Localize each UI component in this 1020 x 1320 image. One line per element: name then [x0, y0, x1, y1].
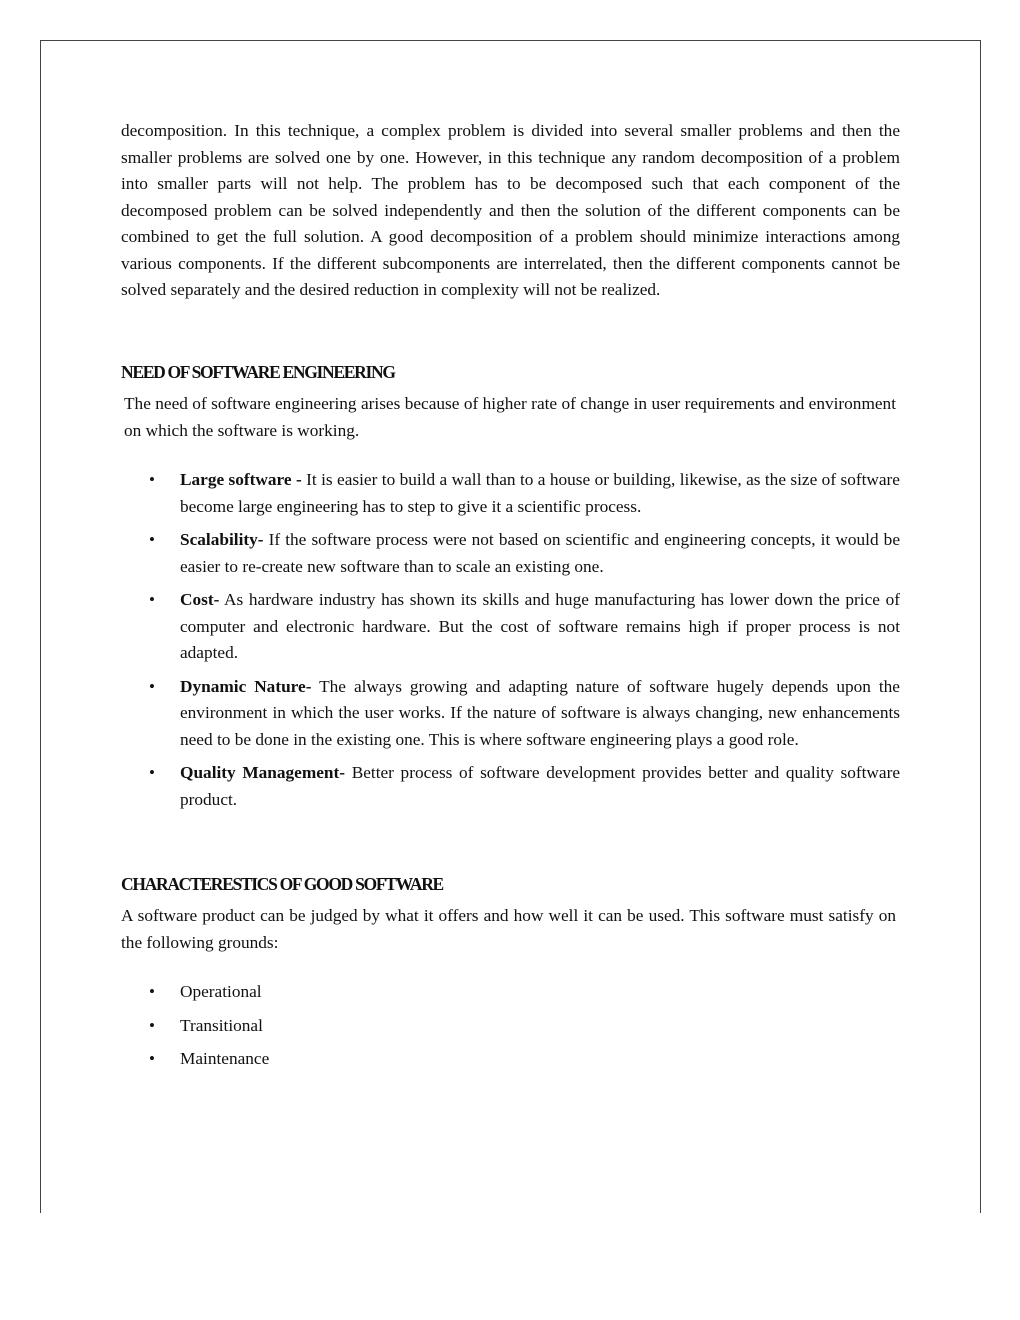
list-item — [121, 674, 900, 754]
grounds-bullet-list — [121, 979, 900, 1073]
list-item-text: It is easier to build a wall than to a house or building, likewise, as the size of software become large engineering has to step to give it a scientific process. — [180, 470, 900, 516]
list-item-text: The always growing and adapting nature of software hugely depends upon the environment in which the user works. If the nature of software is always changing, new enhancements need to be done in the existing one. This is where software engineering plays a good role. — [180, 676, 900, 749]
list-item-term: Quality Management- — [180, 763, 346, 782]
list-item-text: If the software process were not based on scientific and engineering concepts, it would be easier to re-create new software than to scale an existing one. — [180, 530, 900, 576]
section-heading-characteristics: CHARACTERESTICS OF GOOD SOFTWARE — [121, 874, 443, 894]
list-item: • Maintenance — [121, 1046, 900, 1073]
list-item: • Operational — [121, 979, 900, 1006]
section-paragraph-characteristics: A software product can be judged by what it offers and how well it can be used. This software must satisfy on the following grounds: — [121, 906, 896, 952]
list-item-text: Better process of software development provides better and quality software product. — [180, 763, 901, 809]
list-item-term: Scalability- — [180, 530, 264, 549]
list-item — [121, 587, 900, 667]
list-item: • Transitional — [121, 1013, 900, 1040]
section-paragraph-need: The need of software engineering arises because of higher rate of change in user requirements and environment on which the software is working. — [124, 394, 896, 440]
section-heading-need: NEED OF SOFTWARE ENGINEERING — [121, 362, 395, 382]
list-item-text: As hardware industry has shown its skills and huge manufacturing has lower down the price of computer and electronic hardware. But the cost of software remains high if proper process is not adapted. — [180, 590, 900, 662]
list-item — [121, 760, 900, 813]
intro-paragraph: decomposition. In this technique, a complex problem is divided into several smaller problems and then the smaller problems are solved one by one. However, in this technique any random decomposition of a problem into smaller parts will not help. The problem has to be decomposed such that each component of the decomposed problem can be solved independently and then the solution of the different components can be combined to get the full solution. A good decomposition of a problem should minimize interactions among various components. If the different subcomponents are interrelated, then the different components cannot be solved separately and the desired reduction in complexity will not be realized. — [121, 121, 900, 299]
list-item — [121, 527, 900, 580]
list-item — [121, 467, 900, 520]
list-item-term: Dynamic Nature- — [180, 676, 312, 696]
list-item-term: Cost- — [180, 590, 220, 609]
need-bullet-list — [121, 467, 900, 813]
list-item-term: Large software - — [180, 470, 302, 489]
